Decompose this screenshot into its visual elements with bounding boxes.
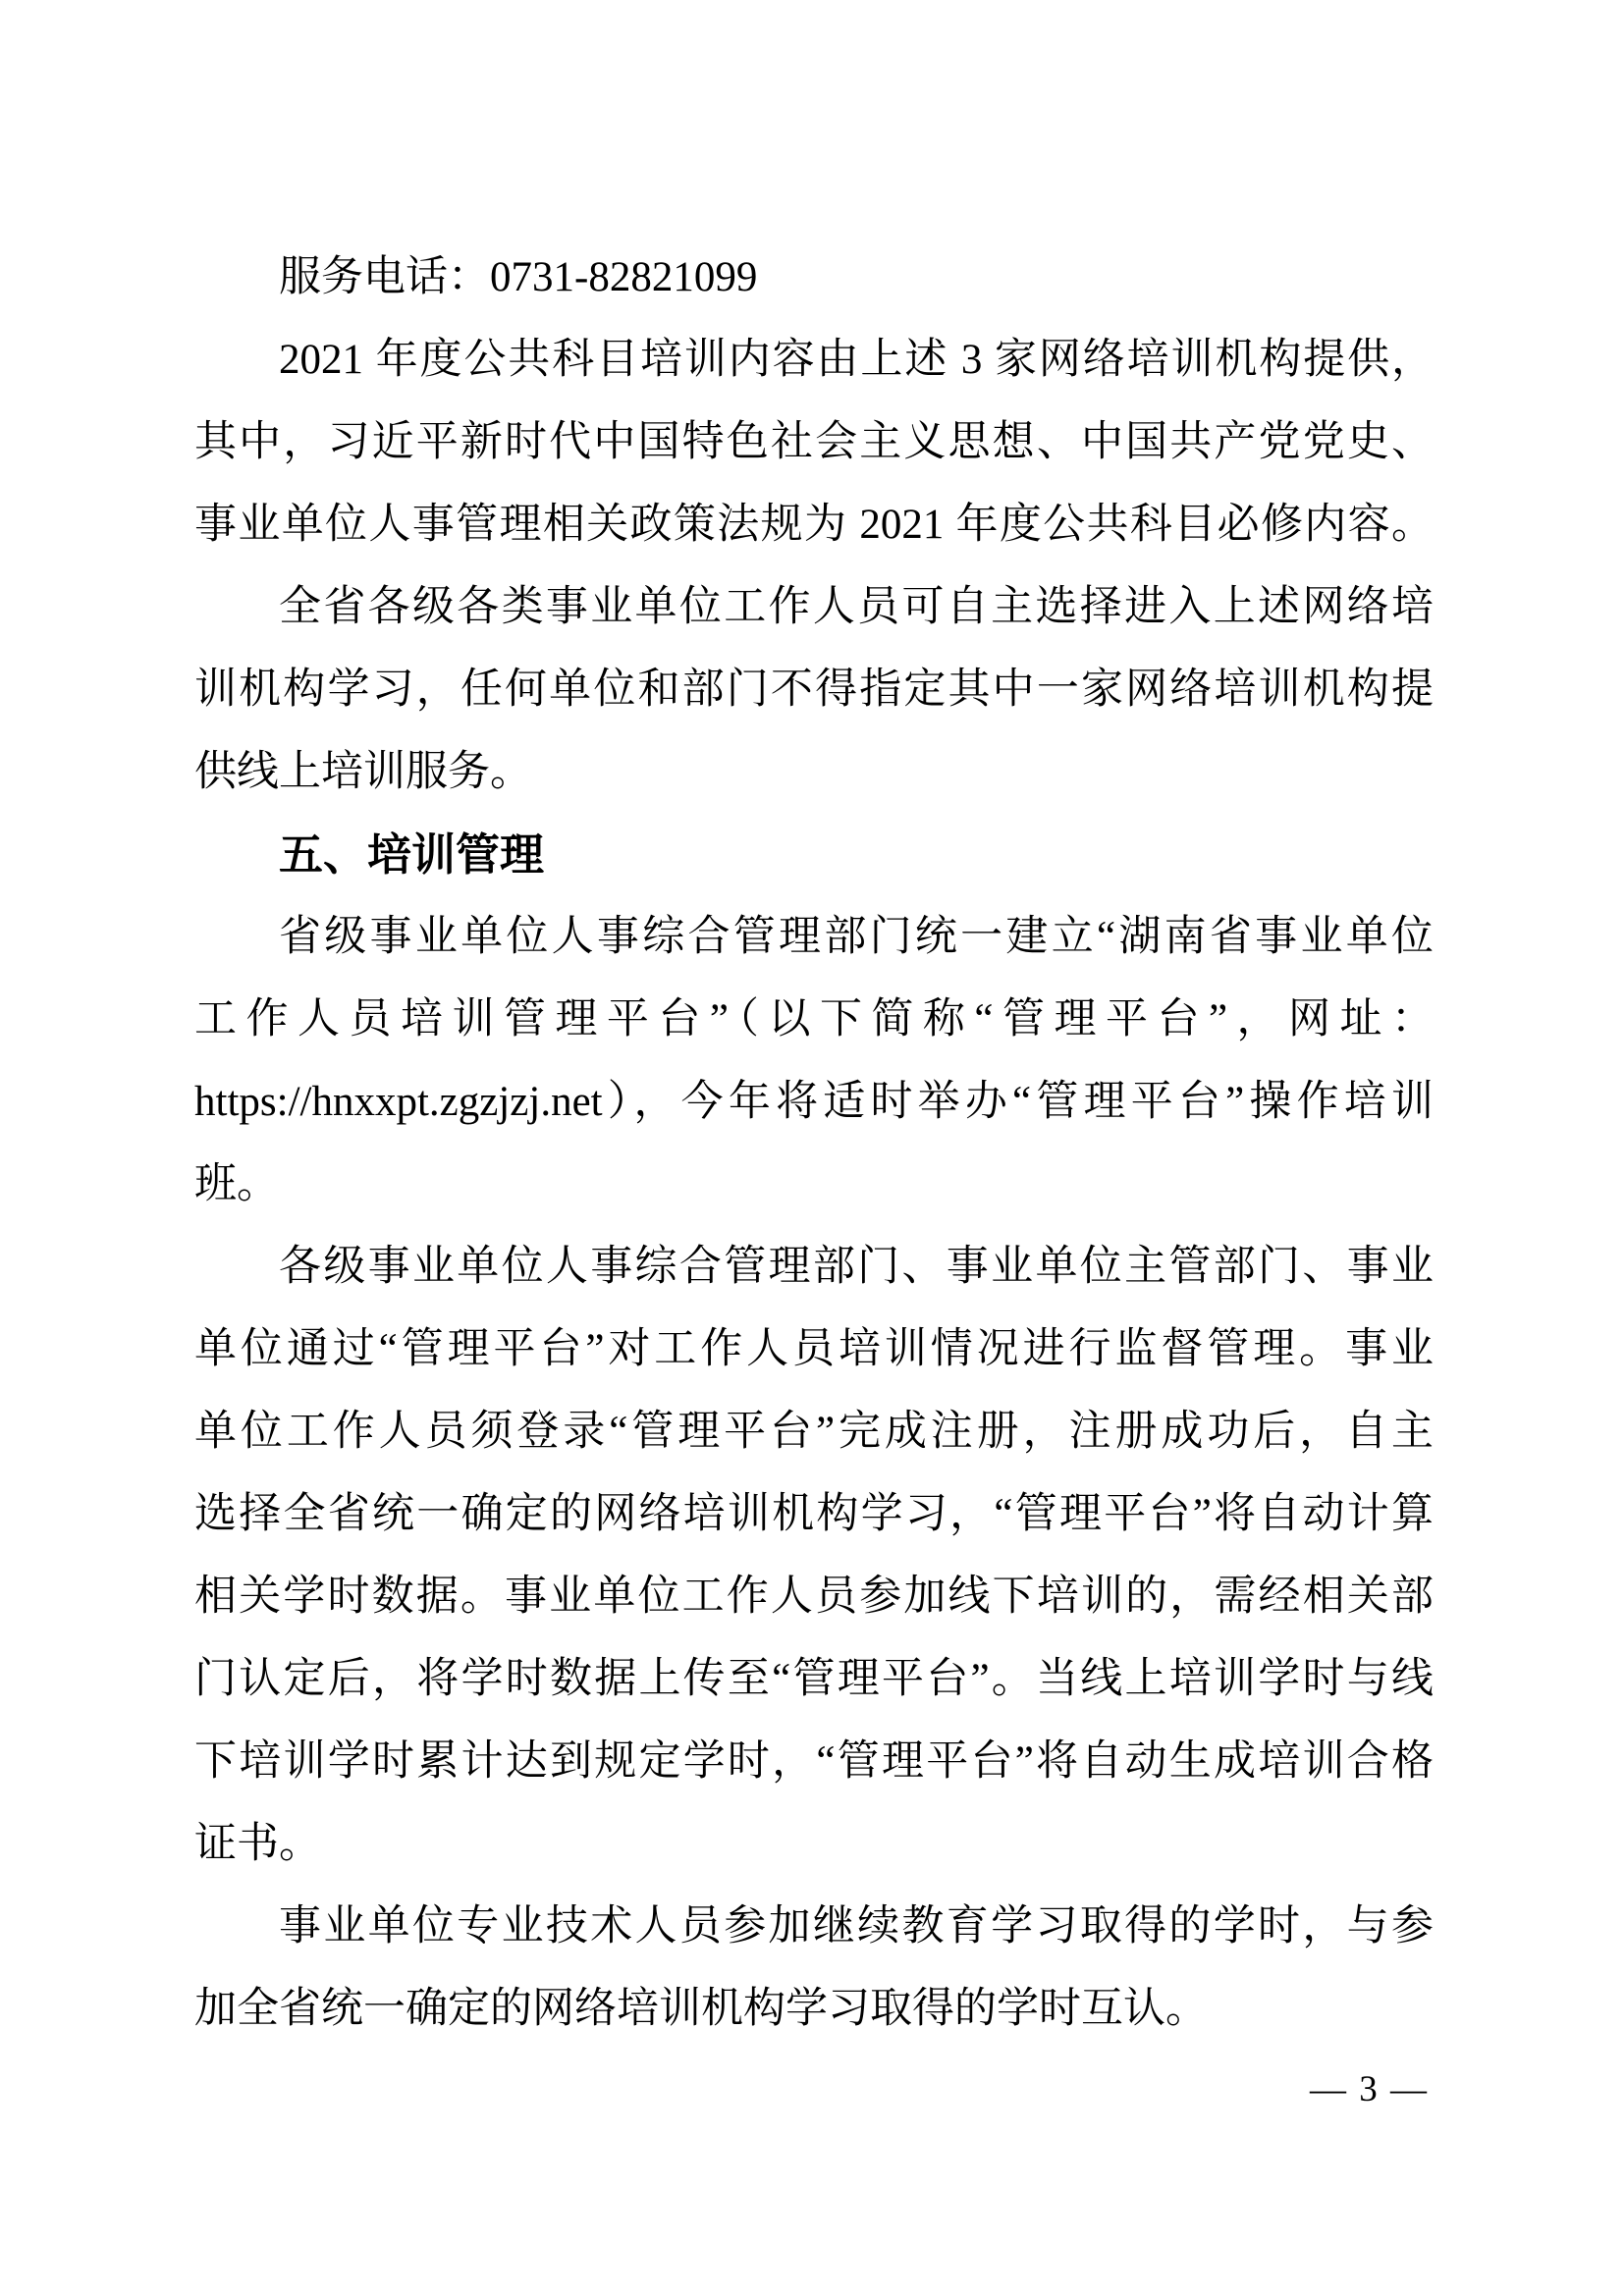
text-line: 选择全省统一确定的网络培训机构学习，“管理平台”将自动计算 [194,1491,1434,1537]
page-number: — 3 — [1310,2069,1429,2109]
text-line: 全省各级各类事业单位工作人员可自主选择进入上述网络培 [279,584,1434,630]
document-body [194,237,1434,2051]
text-line: 事业单位人事管理相关政策法规为 2021 年度公共科目必修内容。 [194,502,1434,548]
text-line: 2021 年度公共科目培训内容由上述 3 家网络培训机构提供， [279,337,1434,383]
section-heading: 五、培训管理 [279,829,545,880]
text-line: 相关学时数据。事业单位工作人员参加线下培训的，需经相关部 [194,1574,1434,1620]
text-line: 省级事业单位人事综合管理部门统一建立“湖南省事业单位 [279,914,1434,960]
text-line: 其中，习近平新时代中国特色社会主义思想、中国共产党党史、 [194,419,1434,465]
text-line: 单位通过“管理平台”对工作人员培训情况进行监督管理。事业 [194,1326,1434,1372]
text-line: 门认定后，将学时数据上传至“管理平台”。当线上培训学时与线 [194,1656,1434,1702]
text-line-url: https://hnxxpt.zgzjzj.net），今年将适时举办“管理平台”操作培训 [194,1079,1434,1125]
text-line: 训机构学习，任何单位和部门不得指定其中一家网络培训机构提 [194,667,1434,713]
text-line: 下培训学时累计达到规定学时，“管理平台”将自动生成培训合格 [194,1738,1434,1785]
text-line-service-phone: 服务电话：0731-82821099 [279,254,758,300]
text-line: 各级事业单位人事综合管理部门、事业单位主管部门、事业 [279,1244,1434,1290]
text-line: 供线上培训服务。 [194,749,532,795]
text-line: 单位工作人员须登录“管理平台”完成注册，注册成功后，自主 [194,1409,1434,1455]
text-line: 事业单位专业技术人员参加继续教育学习取得的学时，与参 [279,1903,1434,1949]
text-line: 加全省统一确定的网络培训机构学习取得的学时互认。 [194,1986,1208,2032]
text-line: 证书。 [194,1821,321,1867]
text-line: 工作人员培训管理平台”（以下简称“管理平台”，网址： [194,996,1434,1042]
text-line: 班。 [194,1161,279,1207]
